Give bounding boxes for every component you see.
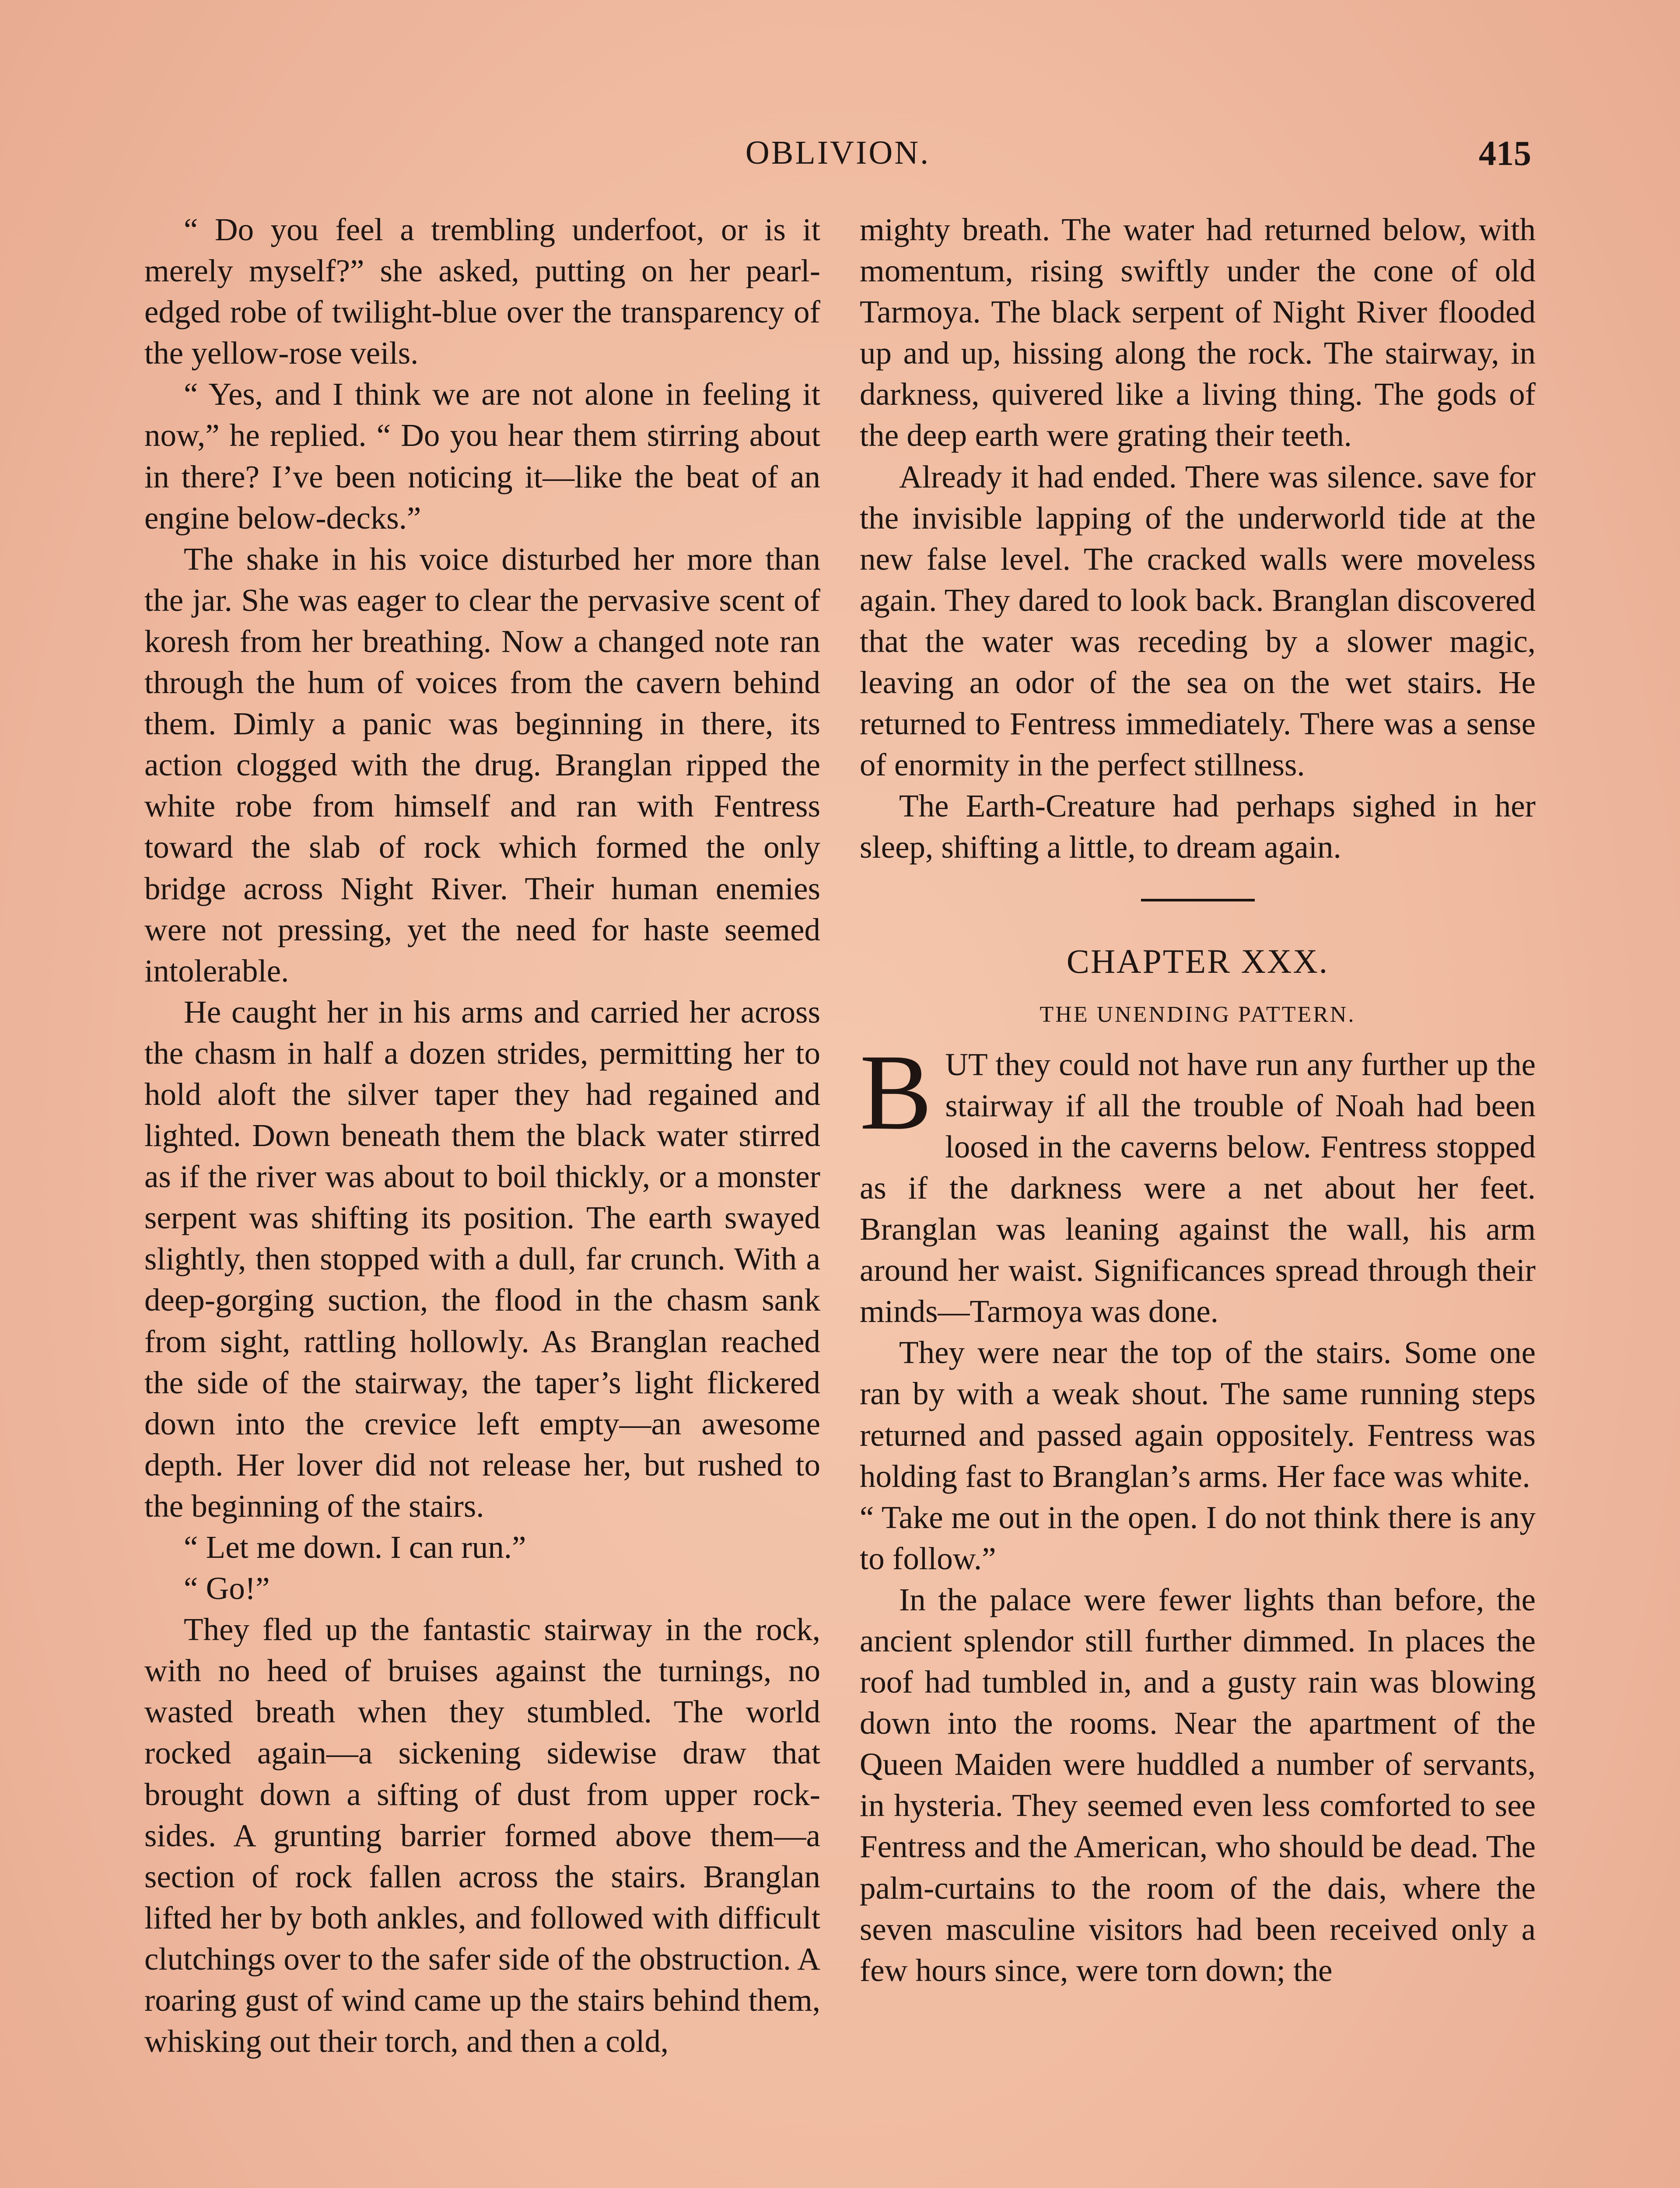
- paragraph: mighty breath. The water had returned below, with momentum, rising swiftly under the cone of old Tarmoya. The black serpent of Night River flooded up and up, hissing along the rock. The stairway, in darkness, quivered like a living thing. The gods of the deep earth were grating their teeth.: [860, 212, 1536, 453]
- page-header: [144, 134, 1531, 182]
- paragraph: The Earth-Creature had perhaps sighed in her sleep, shifting a little, to dream again.: [860, 788, 1536, 865]
- section-divider: [1141, 899, 1255, 901]
- paragraph: They were near the top of the stairs. Some one ran by with a weak shout. The same running steps returned and passed again oppositely. Fentress was holding fast to Branglan’s arms. Her face was white.: [860, 1335, 1536, 1494]
- chapter-subtitle: THE UNENDING PATTERN.: [1040, 1002, 1356, 1027]
- paragraph: He caught her in his arms and carried her across the chasm in half a dozen strides, permitting her to hold aloft the silver taper they had regained and lighted. Down beneath them the black water stirred as if the river was about to boil thickly, or a monster serpent was shifting its position. The earth swayed slightly, then stopped with a dull, far crunch. With a deep-gorging suction, the flood in the chasm sank from sight, rattling hollowly. As Branglan reached the side of the stairway, the taper’s light flickered down into the crevice left empty—an awesome depth. Her lover did not release her, but rushed to the beginning of the stairs.: [144, 994, 820, 1524]
- paragraph: “ Let me down. I can run.”: [184, 1529, 526, 1565]
- chapter-opening-paragraph: [860, 1031, 1536, 1332]
- paragraph: “ Take me out in the open. I do not think there is any to follow.”: [860, 1499, 1536, 1576]
- paragraph: In the palace were fewer lights than before, the ancient splendor still further dimmed. In places the roof had tumbled in, and a gusty rain was blowing down into the rooms. Near the apartment of the Queen Maiden were huddled a number of servants, in hysteria. They seemed even less comforted to see Fentress and the American, who should be dead. The palm-curtains to the room of the dais, where the seven masculine visitors had been received only a few hours since, were torn down; the: [860, 1581, 1536, 1988]
- paragraph: They fled up the fantastic stairway in the rock, with no heed of bruises against the turnings, no wasted breath when they stumbled. The world rocked again—a sickening sidewise draw that brought down a sifting of dust from upper rock-sides. A grunting barrier formed above them—a section of rock fallen across the stairs. Branglan lifted her by both ankles, and followed with difficult clutchings over to the safer side of the obstruction. A roaring gust of wind came up the stairs behind them, whisking out their torch, and then a cold,: [144, 1612, 820, 2059]
- left-column: [144, 209, 820, 2062]
- chapter-title: CHAPTER XXX.: [1066, 942, 1329, 980]
- drop-cap: B: [860, 1031, 932, 1152]
- opening-text: UT they could not have run any further up the stairway if all the trouble of Noah had been loosed in the caverns below. Fentress stopped as if the darkness were a net about her feet. Branglan was leaning against the wall, his arm around her waist. Significances spread through their minds—Tarmoya was done.: [860, 1046, 1536, 1329]
- paragraph: “ Yes, and I think we are not alone in feeling it now,” he replied. “ Do you hear them stirring about in there? I’ve been noticing it—like the beat of an engine below-decks.”: [144, 376, 820, 536]
- paragraph: Already it had ended. There was silence. save for the invisible lapping of the underworld tide at the new false level. The cracked walls were moveless again. They dared to look back. Branglan discovered that the water was receding by a slower magic, leaving an odor of the sea on the wet stairs. He returned to Fentress immediately. There was a sense of enormity in the perfect stillness.: [860, 459, 1536, 783]
- paragraph: “ Go!”: [184, 1571, 270, 1606]
- paragraph: “ Do you feel a trembling underfoot, or is it merely myself?” she asked, putting on her pearl-edged robe of twilight-blue over the transparency of the yellow-rose veils.: [144, 212, 820, 371]
- running-title: OBLIVION.: [745, 134, 931, 171]
- right-column: [860, 209, 1536, 1991]
- paragraph: The shake in his voice disturbed her more than the jar. She was eager to clear the pervasive scent of koresh from her breathing. Now a changed note ran through the hum of voices from the cavern behind them. Dimly a panic was beginning in there, its action clogged with the drug. Branglan ripped the white robe from himself and ran with Fentress toward the slab of rock which formed the only bridge across Night River. Their human enemies were not pressing, yet the need for haste seemed intolerable.: [144, 541, 820, 989]
- page-number: 415: [1479, 134, 1531, 173]
